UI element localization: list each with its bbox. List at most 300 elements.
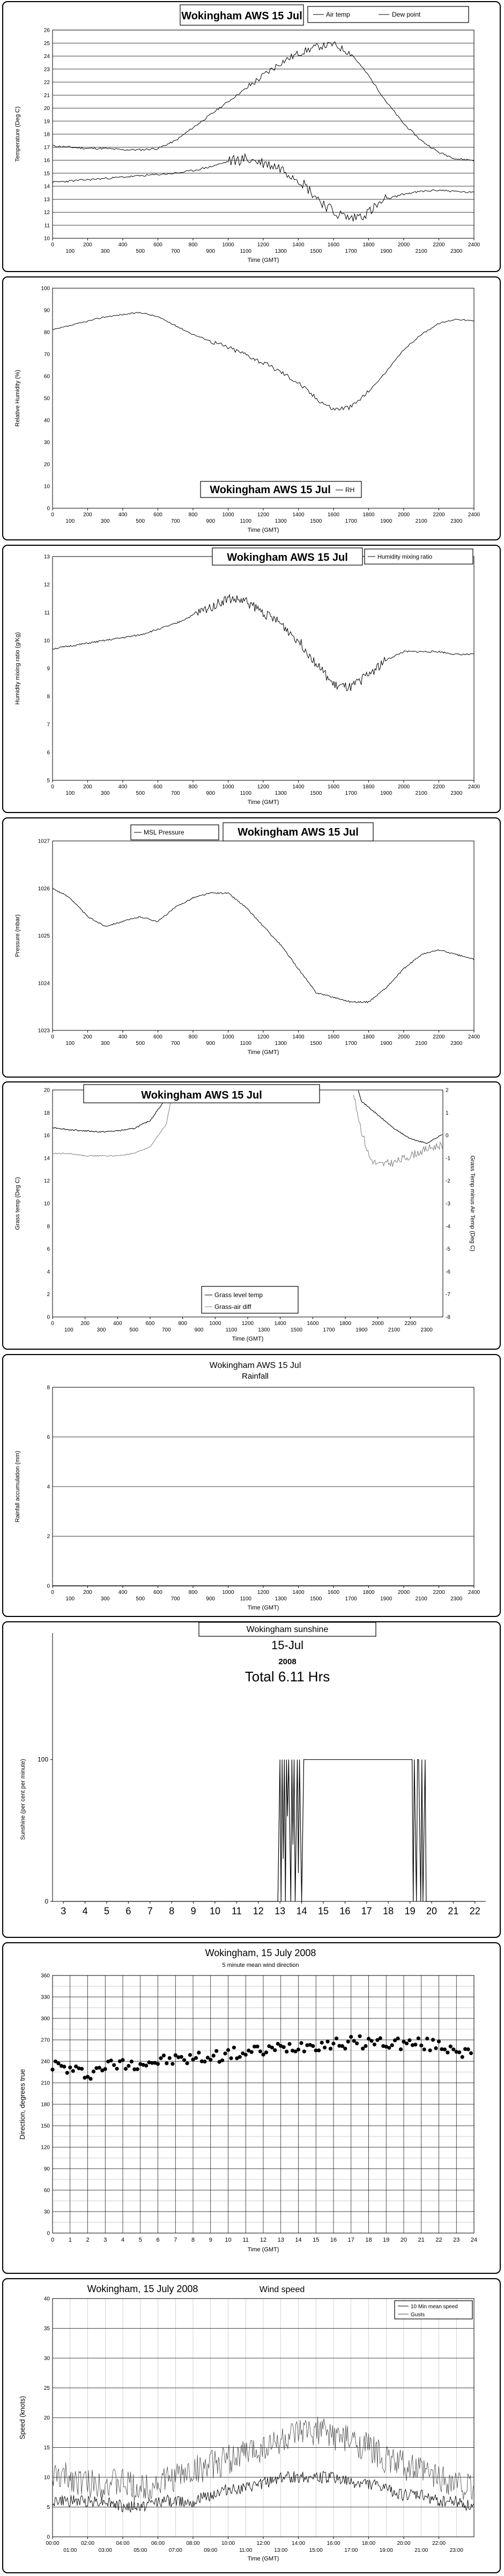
x-tick-label: 2300 xyxy=(420,1327,433,1333)
data-point xyxy=(136,2067,139,2071)
data-point xyxy=(68,2066,72,2069)
y-axis-label: Temperature (Deg C) xyxy=(14,106,21,162)
x-tick-label: 4 xyxy=(121,2237,125,2243)
x-tick-label: 700 xyxy=(171,1596,180,1602)
legend-label-dew-point: Dew point xyxy=(392,11,421,18)
x-tick-label: 09:00 xyxy=(204,2548,218,2553)
x-tick-label: 2000 xyxy=(397,784,410,790)
y-tick-label: 13 xyxy=(43,196,50,203)
x-tick-label: 100 xyxy=(65,791,75,796)
data-point xyxy=(369,2039,373,2043)
x-tick-label: 10 xyxy=(225,2237,232,2243)
data-point xyxy=(317,2048,321,2052)
series-line-rh xyxy=(53,312,474,411)
data-point xyxy=(326,2040,330,2044)
x-tick-label: 6 xyxy=(156,2237,160,2243)
x-tick-label: 2100 xyxy=(415,1041,427,1046)
y-tick-label: 240 xyxy=(41,2059,50,2065)
x-tick-label: 05:00 xyxy=(134,2548,147,2553)
data-point xyxy=(352,2039,356,2043)
x-tick-label: 1300 xyxy=(275,518,287,524)
series-line-grass-temp xyxy=(358,1091,442,1144)
chart-title: Wokingham AWS 15 Jul xyxy=(238,826,359,838)
data-point xyxy=(258,2050,262,2053)
y-tick-label: 20 xyxy=(43,2415,50,2421)
x-tick-label: 700 xyxy=(171,248,180,254)
x-tick-label: 9 xyxy=(190,1906,196,1916)
y-tick-label: 11 xyxy=(44,223,50,229)
x-tick-label: 1200 xyxy=(257,242,270,248)
data-point xyxy=(437,2039,441,2043)
x-tick-label: 600 xyxy=(145,1321,155,1327)
data-point xyxy=(65,2071,69,2075)
data-point xyxy=(390,2043,394,2047)
chart-total: Total 6.11 Hrs xyxy=(244,1668,330,1685)
x-tick-label: 22 xyxy=(469,1906,480,1916)
y-tick-label: 20 xyxy=(43,1087,50,1094)
y-tick-label: 11 xyxy=(44,610,50,616)
x-tick-label: 7 xyxy=(147,1906,153,1916)
x-tick-label: 2100 xyxy=(415,1596,427,1602)
x-tick-label: 2000 xyxy=(397,1590,410,1596)
y-tick-label: 13 xyxy=(43,554,50,560)
y-tick-label: 23 xyxy=(43,67,50,73)
legend-label-gusts: Gusts xyxy=(411,2312,425,2318)
x-tick-label: 1500 xyxy=(310,518,322,524)
y-tick-label: 1023 xyxy=(38,1028,50,1034)
x-tick-label: 14 xyxy=(296,1906,307,1916)
chart-title: Wokingham AWS 15 Jul xyxy=(210,484,331,496)
y-tick-label: 0 xyxy=(47,1583,50,1590)
y-tick-label: 12 xyxy=(43,582,50,588)
chart-panel-grass-temp xyxy=(2,1081,501,1350)
data-point xyxy=(180,2055,183,2059)
y-tick-label: 21 xyxy=(43,92,50,99)
x-tick-label: 22:00 xyxy=(432,2541,446,2546)
data-point xyxy=(346,2040,350,2044)
x-tick-label: 500 xyxy=(136,791,145,796)
x-tick-label: 1900 xyxy=(380,248,392,254)
data-point xyxy=(92,2069,95,2073)
x-tick-label: 20:00 xyxy=(397,2541,411,2546)
y-tick-label: -2 xyxy=(446,1178,450,1184)
legend-label-mean-speed: 10 Min mean speed xyxy=(411,2304,458,2310)
x-tick-label: 2400 xyxy=(468,1034,480,1040)
x-tick-label: 600 xyxy=(153,1590,162,1596)
data-point xyxy=(466,2047,470,2051)
x-tick-label: 20 xyxy=(426,1906,438,1916)
x-tick-label: 1200 xyxy=(257,784,270,790)
x-tick-label: 1200 xyxy=(257,1034,270,1040)
chart-subtitle: 15-Jul xyxy=(271,1638,303,1652)
x-tick-label: 2100 xyxy=(415,518,427,524)
x-tick-label: 4 xyxy=(82,1906,88,1916)
y-tick-label: 18 xyxy=(43,1110,50,1116)
chart-subtitle: Wind speed xyxy=(259,2285,305,2294)
chart-title: Wokingham, 15 July 2008 xyxy=(205,1948,316,1958)
y-tick-label: 30 xyxy=(43,2209,50,2215)
y-tick-label: 210 xyxy=(41,2080,50,2087)
x-tick-label: 15:00 xyxy=(309,2548,323,2553)
x-tick-label: 1400 xyxy=(292,1590,305,1596)
x-tick-label: 1700 xyxy=(323,1327,335,1333)
y-tick-label: 0 xyxy=(45,1898,48,1905)
x-tick-label: 12 xyxy=(260,2237,267,2243)
x-tick-label: 400 xyxy=(118,784,128,790)
plot-area xyxy=(53,1090,443,1317)
y-tick-label: -4 xyxy=(446,1224,450,1230)
y-tick-label: 10 xyxy=(43,1201,50,1207)
x-tick-label: 500 xyxy=(129,1327,139,1333)
y-tick-label: 10 xyxy=(43,484,50,490)
x-tick-label: 6 xyxy=(125,1906,131,1916)
data-point xyxy=(331,2041,335,2045)
y-tick-label: 14 xyxy=(43,1155,50,1162)
x-tick-label: 21:00 xyxy=(414,2548,428,2553)
chart-title: Wokingham AWS 15 Jul xyxy=(209,1361,301,1370)
data-point xyxy=(109,2059,113,2062)
y-tick-label: 16 xyxy=(43,1133,50,1139)
x-tick-label: 1300 xyxy=(275,791,287,796)
x-tick-label: 23 xyxy=(453,2237,460,2243)
x-tick-label: 11:00 xyxy=(239,2548,253,2553)
x-tick-label: 900 xyxy=(206,518,216,524)
x-tick-label: 2200 xyxy=(433,784,445,790)
x-axis-label: Time (GMT) xyxy=(247,257,279,264)
chart-panel-rainfall xyxy=(2,1354,501,1617)
x-tick-label: 2300 xyxy=(450,791,463,796)
x-tick-label: 100 xyxy=(65,518,75,524)
data-point xyxy=(302,2050,306,2053)
x-tick-label: 19 xyxy=(383,2237,390,2243)
x-tick-label: 2000 xyxy=(372,1321,384,1327)
legend-label-mixing-ratio: Humidity mixing ratio xyxy=(377,554,433,560)
x-tick-label: 0 xyxy=(51,1321,54,1327)
x-tick-label: 2100 xyxy=(415,791,427,796)
x-tick-label: 2000 xyxy=(397,242,410,248)
plot-area xyxy=(53,841,474,1030)
x-tick-label: 700 xyxy=(171,1041,180,1046)
data-point xyxy=(144,2063,148,2067)
y-tick-label: -6 xyxy=(446,1269,450,1275)
y-tick-label: 8 xyxy=(47,694,50,700)
y-tick-label: -8 xyxy=(446,1314,450,1321)
y-tick-label: 270 xyxy=(41,2037,50,2044)
data-point xyxy=(373,2043,376,2046)
plot-area xyxy=(53,557,474,780)
data-point xyxy=(425,2037,429,2040)
y-tick-label: 26 xyxy=(43,27,50,34)
data-point xyxy=(214,2049,218,2053)
chart-panel-temperature xyxy=(2,1,501,272)
y-tick-label: 18 xyxy=(43,131,50,138)
data-point xyxy=(288,2042,292,2046)
x-tick-label: 100 xyxy=(64,1327,73,1333)
x-axis-label: Time (GMT) xyxy=(247,2556,279,2562)
pressure-chart xyxy=(3,818,500,1077)
data-point xyxy=(387,2046,391,2050)
x-tick-label: 1000 xyxy=(222,1034,234,1040)
x-tick-label: 2400 xyxy=(468,512,480,518)
data-point xyxy=(62,2065,66,2068)
data-point xyxy=(405,2041,409,2045)
x-tick-label: 13:00 xyxy=(274,2548,288,2553)
x-tick-label: 2300 xyxy=(450,518,463,524)
x-tick-label: 400 xyxy=(118,1034,128,1040)
data-point xyxy=(355,2041,359,2045)
x-tick-label: 1000 xyxy=(222,784,234,790)
x-tick-label: 1600 xyxy=(327,512,340,518)
data-point xyxy=(165,2061,168,2065)
x-tick-label: 2100 xyxy=(388,1327,401,1333)
data-point xyxy=(194,2056,198,2060)
y-tick-label: 22 xyxy=(43,79,50,86)
x-tick-label: 800 xyxy=(188,512,198,518)
y-axis-label: Relative Humidity (%) xyxy=(14,370,21,427)
data-point xyxy=(270,2046,274,2050)
y-tick-label: 15 xyxy=(43,171,50,177)
data-point xyxy=(379,2036,382,2040)
x-tick-label: 500 xyxy=(136,518,145,524)
x-tick-label: 19 xyxy=(404,1906,416,1916)
y-tick-label: 12 xyxy=(43,210,50,216)
data-point xyxy=(419,2044,423,2047)
y-tick-label: 6 xyxy=(47,1435,50,1440)
data-point xyxy=(103,2067,107,2071)
y-tick-label: 25 xyxy=(43,40,50,47)
x-tick-label: 800 xyxy=(188,1034,198,1040)
y-tick-label: 10 xyxy=(43,638,50,644)
data-point xyxy=(162,2054,166,2058)
wind-direction-chart xyxy=(3,1943,500,2273)
x-tick-label: 700 xyxy=(161,1327,171,1333)
x-tick-label: 400 xyxy=(118,512,128,518)
data-point xyxy=(361,2047,365,2051)
x-tick-label: 18:00 xyxy=(361,2541,376,2546)
y-tick-label: 180 xyxy=(41,2102,50,2108)
y-tick-label: 1027 xyxy=(38,838,50,845)
y-tick-label: 60 xyxy=(43,2187,50,2194)
x-tick-label: 01:00 xyxy=(63,2548,77,2553)
y-tick-label: 0 xyxy=(47,506,50,512)
y-axis-label: Rainfall accumulation (mm) xyxy=(14,1451,21,1523)
x-tick-label: 1700 xyxy=(345,1041,357,1046)
x-tick-label: 07:00 xyxy=(168,2548,182,2553)
x-tick-label: 18 xyxy=(365,2237,372,2243)
data-point xyxy=(396,2037,400,2040)
data-point xyxy=(168,2056,172,2060)
data-point xyxy=(127,2064,130,2068)
x-tick-label: 1800 xyxy=(362,784,375,790)
x-tick-label: 0 xyxy=(51,1590,54,1596)
x-tick-label: 0 xyxy=(50,2237,55,2243)
x-tick-label: 300 xyxy=(97,1327,106,1333)
data-point xyxy=(223,2052,227,2055)
x-tick-label: 1 xyxy=(68,2237,72,2243)
data-point xyxy=(343,2047,347,2051)
y-tick-label: 60 xyxy=(43,374,50,380)
x-tick-label: 2200 xyxy=(404,1321,417,1327)
chart-panel-mixing-ratio xyxy=(2,545,501,813)
y-tick-label: 6 xyxy=(47,750,50,756)
y-tick-label: 30 xyxy=(43,440,50,446)
x-tick-label: 1100 xyxy=(225,1327,238,1333)
temperature-chart xyxy=(3,2,500,271)
x-tick-label: 200 xyxy=(83,512,92,518)
humidity-chart xyxy=(3,277,500,539)
x-tick-label: 00:00 xyxy=(46,2541,60,2546)
x-tick-label: 200 xyxy=(83,784,92,790)
y-tick-label: 0 xyxy=(47,1314,50,1321)
data-point xyxy=(115,2067,119,2070)
series-line-sunshine xyxy=(63,1760,475,1901)
y-axis-label: Sunshine (per cent per minute) xyxy=(20,1759,26,1840)
x-tick-label: 04:00 xyxy=(116,2541,130,2546)
y-tick-label: 1024 xyxy=(38,980,50,987)
y-tick-label: 19 xyxy=(43,119,50,125)
x-tick-label: 300 xyxy=(100,518,110,524)
x-tick-label: 2200 xyxy=(433,242,445,248)
data-point xyxy=(88,2077,92,2081)
x-tick-label: 1600 xyxy=(327,784,340,790)
legend-label-grass-temp: Grass level temp xyxy=(214,1291,263,1299)
chart-subtitle: Rainfall xyxy=(241,1372,269,1381)
x-tick-label: 1000 xyxy=(222,242,234,248)
x-tick-label: 03:00 xyxy=(98,2548,112,2553)
x-tick-label: 300 xyxy=(100,1596,110,1602)
x-tick-label: 19:00 xyxy=(379,2548,393,2553)
x-tick-label: 21 xyxy=(418,2237,425,2243)
y-tick-label: 20 xyxy=(43,462,50,468)
data-point xyxy=(407,2038,411,2042)
legend-label-pressure: MSL Pressure xyxy=(144,829,184,836)
y-tick-label: 24 xyxy=(43,54,50,60)
chart-title: Wokingham AWS 15 Jul xyxy=(181,10,302,22)
data-point xyxy=(264,2051,268,2054)
y-tick-label: 5 xyxy=(47,2505,50,2511)
x-tick-label: 1400 xyxy=(292,242,305,248)
y-tick-label: 0 xyxy=(446,1133,449,1139)
data-point xyxy=(159,2057,162,2060)
x-tick-label: 700 xyxy=(171,518,180,524)
data-point xyxy=(229,2057,233,2060)
chart-title: Wokingham AWS 15 Jul xyxy=(227,552,348,564)
data-point xyxy=(188,2053,192,2057)
data-point xyxy=(469,2051,473,2055)
x-tick-label: 2400 xyxy=(468,784,480,790)
x-tick-label: 13 xyxy=(277,2237,284,2243)
data-point xyxy=(124,2067,128,2070)
y-tick-label: -7 xyxy=(446,1292,450,1298)
data-point xyxy=(56,2061,60,2065)
y-tick-label: 16 xyxy=(43,158,50,164)
x-tick-label: 600 xyxy=(153,784,162,790)
x-tick-label: 24 xyxy=(470,2237,478,2243)
data-point xyxy=(156,2062,160,2066)
y-tick-label: 40 xyxy=(43,418,50,424)
data-point xyxy=(428,2048,432,2052)
x-tick-label: 1400 xyxy=(292,784,305,790)
x-tick-label: 8 xyxy=(169,1906,175,1916)
x-tick-label: 1400 xyxy=(292,1034,305,1040)
x-axis-label: Time (GMT) xyxy=(232,1336,264,1342)
x-tick-label: 1800 xyxy=(362,512,375,518)
x-tick-label: 100 xyxy=(65,248,75,254)
x-tick-label: 1300 xyxy=(275,248,287,254)
x-tick-label: 5 xyxy=(138,2237,142,2243)
data-point xyxy=(80,2067,84,2070)
x-tick-label: 9 xyxy=(209,2237,212,2243)
x-tick-label: 600 xyxy=(153,512,162,518)
chart-panel-wind-direction xyxy=(2,1942,501,2274)
x-tick-label: 1700 xyxy=(345,1596,357,1602)
data-point xyxy=(449,2045,453,2048)
x-tick-label: 200 xyxy=(83,242,92,248)
y-tick-label: 12 xyxy=(43,1178,50,1184)
data-point xyxy=(226,2048,230,2052)
x-tick-label: 17:00 xyxy=(344,2548,358,2553)
x-tick-label: 900 xyxy=(206,1041,216,1046)
x-tick-label: 2000 xyxy=(397,1034,410,1040)
x-tick-label: 16 xyxy=(339,1906,351,1916)
data-point xyxy=(329,2047,332,2051)
data-point xyxy=(446,2051,449,2054)
x-tick-label: 17 xyxy=(347,2237,354,2243)
x-tick-label: 1600 xyxy=(327,242,340,248)
data-point xyxy=(358,2035,362,2038)
y-tick-label: 5 xyxy=(47,778,50,784)
x-tick-label: 600 xyxy=(153,1034,162,1040)
sunshine-chart xyxy=(3,1622,500,1937)
x-tick-label: 2200 xyxy=(433,1590,445,1596)
chart-panel-humidity xyxy=(2,276,501,540)
x-tick-label: 2100 xyxy=(415,248,427,254)
data-point xyxy=(399,2047,403,2051)
x-tick-label: 300 xyxy=(100,248,110,254)
x-tick-label: 1500 xyxy=(290,1327,303,1333)
x-tick-label: 12 xyxy=(253,1906,264,1916)
x-tick-label: 900 xyxy=(206,248,216,254)
y-tick-label: 80 xyxy=(43,330,50,336)
series-line-pressure xyxy=(53,888,474,1003)
x-tick-label: 1800 xyxy=(362,242,375,248)
x-tick-label: 100 xyxy=(65,1041,75,1046)
x-tick-label: 1100 xyxy=(240,518,252,524)
x-tick-label: 1000 xyxy=(222,512,234,518)
x-tick-label: 11 xyxy=(232,1906,242,1916)
y-tick-label: 90 xyxy=(43,308,50,314)
y-axis-label: Direction, degrees true xyxy=(18,2069,26,2140)
x-tick-label: 2300 xyxy=(450,248,463,254)
data-point xyxy=(212,2054,216,2058)
data-point xyxy=(443,2047,447,2051)
data-point xyxy=(320,2041,324,2045)
chart-title: Wokingham sunshine xyxy=(246,1625,329,1634)
x-tick-label: 1300 xyxy=(275,1596,287,1602)
x-tick-label: 17 xyxy=(361,1906,372,1916)
x-tick-label: 900 xyxy=(194,1327,204,1333)
x-tick-label: 12:00 xyxy=(256,2541,270,2546)
rainfall-chart xyxy=(3,1355,500,1616)
y-axis-label: Grass temp (Deg C) xyxy=(14,1177,21,1230)
y-tick-label: 4 xyxy=(47,1484,50,1490)
x-tick-label: 1600 xyxy=(327,1034,340,1040)
x-tick-label: 700 xyxy=(171,791,180,796)
x-tick-label: 0 xyxy=(51,242,54,248)
legend-label-grass-air-diff: Grass-air diff xyxy=(214,1303,251,1311)
x-axis-label: Time (GMT) xyxy=(247,527,279,533)
y-tick-label: 0 xyxy=(47,2230,50,2237)
